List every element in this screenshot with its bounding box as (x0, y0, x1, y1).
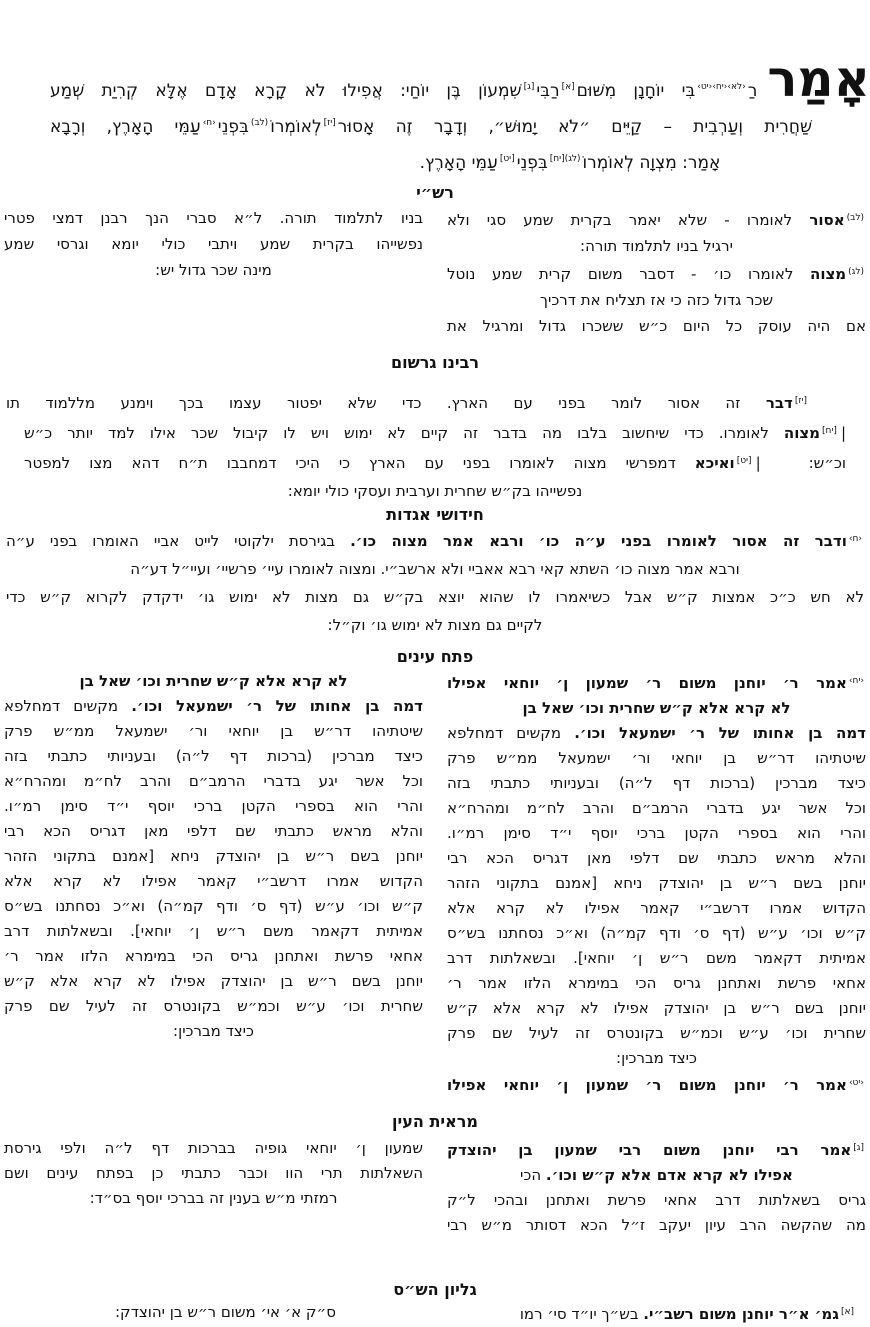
line-text: ירגיל בניו לתלמוד תורה: (580, 237, 733, 255)
rashi-heading: רש״י (416, 183, 454, 202)
gemara-text (0, 50, 870, 179)
line-text: מקשים דמחלפא (4, 697, 132, 715)
text-line (520, 1300, 856, 1327)
line-text: כיצד מברכין (ברכות דף ל״ה) ובעניותי כתבתי בזה (4, 747, 423, 765)
text-line (4, 1161, 423, 1186)
dibbur-hamatchil: אפילו לא קרא אדם אלא ק״ש וכו׳. (545, 1166, 793, 1184)
line-text: וכל אשר יגע בדברי הרמב״ם והרב לח״מ ומהרח״א (4, 772, 423, 790)
line-text: השאלתות תרי הוו וכבר כתבתי כן בפתח עינים ושם (4, 1164, 423, 1182)
gemara-segment: שַׁחֲרִית וְעַרְבִית – קַיֵּים ״לֹא יָמוּשׁ״, וְדָבָר זֶה אָסוּר (337, 117, 812, 137)
line-text: והרי הוא בספרי הקטן ברכי יוסף י״ד סימן רמ״ו. (4, 797, 423, 815)
gilyon-hashas-section (0, 1300, 870, 1327)
dibbur-hamatchil: ודבר זה אסור לאומרו בפני ע״ה כו׳ ורבא אמר מצוה כו׳. (350, 532, 847, 550)
dibbur-hamatchil: דמה בן אחותו של ר׳ ישמעאל וכו׳. (574, 724, 867, 742)
footnote-marker: [א] (840, 1307, 854, 1317)
dibbur-hamatchil: מצוה (783, 424, 821, 442)
line-text: ק״ש וכו׳ ע״ש (דף ס׳ ודף קמ״ה) וא״כ נסחתנו בש״ס (4, 897, 423, 915)
text-line (6, 477, 864, 505)
text-line (447, 669, 866, 696)
line-text: שיטתיהו דר״ש בן יוחאי ור׳ ישמעאל ממ״ש פרק (4, 722, 423, 740)
text-line (447, 259, 866, 287)
gemara-segment: בִּי יוֹחָנָן מִשּׁוּם (576, 81, 696, 101)
text-line (4, 794, 423, 819)
line-text: מינה שכר גדול יש: (155, 261, 272, 279)
line-text: יוחנן בשם ר״ש בן יהוצדק ניחא [אמנם בתקוני הזהר (447, 874, 866, 892)
pe-right-column (447, 669, 866, 1098)
line-text: זה אסור לומר בפני עם הארץ. כדי שלא יפטור עצמו בכך וימנע מללמוד תו (6, 394, 766, 412)
line-text: ס״ק א׳ אי׳ משום ר״ש בן יהוצדק: (115, 1303, 336, 1321)
rashi-right-column (447, 205, 866, 339)
text-line (6, 611, 864, 639)
text-line (447, 233, 866, 259)
line-text: שמעון ן׳ יוחאי גופיה בברכות דף ל״ה ולפי גירסת (4, 1139, 423, 1157)
text-line (447, 696, 866, 721)
footnote-marker: (לג)[יח] (549, 154, 581, 164)
dibbur-hamatchil: מצוה (810, 265, 847, 283)
text-line (4, 719, 423, 744)
footnote-marker: ‹ח› (202, 118, 216, 128)
agados-heading: חידושי אגדות (386, 505, 484, 524)
text-line (447, 1046, 866, 1071)
text-line (4, 1019, 423, 1044)
footnote-marker: ‹ח› (848, 534, 862, 544)
line-text: כיצד מברכין: (616, 1049, 697, 1067)
dibbur-hamatchil: ואיכא (694, 454, 735, 472)
separator-pipe: | (755, 454, 761, 472)
text-line (4, 205, 423, 231)
text-line (4, 994, 423, 1019)
line-text: נפשייהו בקרית שמע ויתבי כולי יומא וגרסי שמע (4, 235, 423, 253)
text-line (447, 1136, 866, 1163)
pe-left-column (4, 669, 423, 1098)
text-line (447, 796, 866, 821)
footnote-marker: [ג] (523, 82, 535, 92)
dibbur-hamatchil: דמה בן אחותו של ר׳ ישמעאל וכו׳. (131, 697, 424, 715)
footnote-marker: [יז] (323, 118, 336, 128)
rashi-section (0, 205, 870, 339)
line-text: דמפרשי מצוה לאומרו בפני עם הארץ כי היכי דמחבבו ת״ח דהא מצו למפטר (24, 454, 695, 472)
agados-section (0, 525, 870, 639)
gemara-segment: בִּפְנֵי (516, 153, 548, 173)
footnote-marker: [יז] (794, 396, 807, 406)
text-line (447, 1188, 866, 1213)
text-line (4, 669, 423, 694)
line-text: הקדוש אמרו דרשב״י קאמר אפילו לא קרא אלא (447, 899, 866, 917)
text-line (447, 1163, 866, 1188)
text-line (447, 821, 866, 846)
dibbur-hamatchil: אמר ר׳ יוחנן משום ר׳ שמעון ן׳ יוחאי אפילו (447, 1076, 847, 1094)
line-text: אמיתית דקאמר משם ר״ש ן׳ יוחאי]. ובשאלתות דרב (4, 922, 423, 940)
gemara-line (50, 50, 870, 108)
line-text: כיצד מברכין (ברכות דף ל״ה) ובעניותי כתבתי בזה (447, 774, 866, 792)
line-text: גריס בשאלתות דרב אחאי פרשת ואתחנן ובהכי ל״ק (447, 1191, 866, 1209)
separator-pipe: | (840, 424, 846, 442)
footnote-marker: (לב) (846, 213, 864, 223)
gilyon-hashas-heading: גליון הש״ס (393, 1280, 477, 1299)
line-text: אחאי פרשת ואתחנן גריס הכי במימרא הלזו אמר ר׳ (447, 974, 866, 992)
footnote-marker: (לב) (250, 118, 269, 128)
text-line (447, 771, 866, 796)
text-line (447, 1071, 866, 1098)
text-line (447, 1021, 866, 1046)
text-line (4, 819, 423, 844)
text-line (115, 1300, 336, 1327)
line-text: אמיתית דקאמר משם ר״ש ן׳ יוחאי]. ובשאלתות דרב (447, 949, 866, 967)
text-line (447, 746, 866, 771)
line-text: וכל אשר יגע בדברי הרמב״ם והרב לח״מ ומהרח״א (447, 799, 866, 817)
line-text: שחרית וכו׳ ע״ש וכמ״ש בקונטרס זה לעיל שם פרק (447, 1024, 866, 1042)
line-text: לא חש כ״כ אמצות ק״ש אבל כשיאמרו לו שהוא יוצא בק״ש גם מצות לא ימוש גו׳ ידקדק לקרוא ק״ש כדי (6, 588, 864, 606)
gemara-line-text (50, 71, 757, 107)
text-line (447, 971, 866, 996)
line-text: אם היה עוסק כל היום כ״ש ששכרו גדול ומרגיל את (447, 317, 866, 335)
footnote-marker: [ג] (853, 1143, 864, 1153)
text-line (4, 257, 423, 283)
line-text: שחרית וכו׳ ע״ש וכמ״ש בקונטרס זה לעיל שם פרק (4, 997, 423, 1015)
line-text: שכר גדול כזה כי אז תצליח את דרכיך (539, 291, 774, 309)
text-line (4, 969, 423, 994)
dibbur-hamatchil: אמר ר׳ יוחנן משום ר׳ שמעון ן׳ יוחאי אפילו (447, 674, 847, 692)
text-line (4, 694, 423, 719)
line-text: לאומרו. כדי שיחשוב בלבו מה בדבר זה קיים לא ימוש ויש לו קיבול שכר אילו למד יותר כ״ש (24, 424, 784, 442)
text-line (6, 447, 864, 477)
text-line (447, 721, 866, 746)
line-text: בניו לתלמוד תורה. ל״א סברי הנך רבנן דמצי פטרי (4, 209, 423, 227)
text-line (447, 287, 866, 313)
rashi-left-column (4, 205, 423, 339)
dibbur-hamatchil: גמ׳ א״ר יוחנן משום רשב״י. (643, 1305, 839, 1323)
text-line (6, 525, 864, 555)
line-text: הקדוש אמרו דרשב״י קאמר אפילו לא קרא אלא (4, 872, 423, 890)
line-text: בגירסת ילקוטי לייט אביי האומרו בפני ע״ה (6, 532, 351, 550)
gemara-segment: בִּפְנֵי (217, 117, 249, 137)
line-text: יוחנן בשם ר״ש בן יהוצדק ניחא [אמנם בתקוני הזהר (4, 847, 423, 865)
initial-word: אָמַר (767, 50, 870, 108)
line-text: מקשים דמחלפא (447, 724, 575, 742)
dibbur-hamatchil: אסור (809, 211, 845, 229)
maris-haayin-section (0, 1136, 870, 1238)
footnote-marker: [יח] (822, 426, 837, 436)
gershom-section (0, 387, 870, 505)
gemara-segment: רַבִּי (536, 81, 560, 101)
text-line (4, 894, 423, 919)
maris-right-column (447, 1136, 866, 1238)
gemara-segment: עַמֵּי הָאָרֶץ. (419, 153, 498, 173)
text-line (4, 1186, 423, 1211)
line-text: רמזתי מ״ש בענין זה בברכי יוסף בס״ד: (89, 1189, 338, 1207)
text-line (4, 1136, 423, 1161)
line-text: לאומרו - שלא יאמר בקרית שמע סגי ולא (447, 211, 810, 229)
text-line (4, 769, 423, 794)
text-line (6, 417, 864, 447)
line-text: והלא מראש כתבתי שם דלפי מאן דגריס הכא רבי (4, 822, 423, 840)
line-text: שיטתיהו דר״ש בן יוחאי ור׳ ישמעאל ממ״ש פרק (447, 749, 866, 767)
text-line (447, 205, 866, 233)
text-line (4, 744, 423, 769)
text-line (6, 583, 864, 611)
line-text: בש״ך יו״ד סי׳ רמו (519, 1305, 644, 1323)
gemara-segment: לְאוֹמְרוֹ (270, 117, 322, 137)
gershom-heading: רבינו גרשום (391, 353, 479, 372)
footnote-marker: ‹יח› (848, 676, 864, 686)
pesach-einayim-section (0, 669, 870, 1098)
line-text: לאומרו כו׳ - דסבר משום קרית שמע נוטל (447, 265, 811, 283)
line-text: יוחנן בשם ר״ש בן יהוצדק אפילו לא קרא אלא ק״ש (447, 999, 866, 1017)
gemara-segment: עַמֵּי הָאָרֶץ, וְרָבָא (50, 117, 201, 137)
text-line (447, 846, 866, 871)
line-text: ורבא אמר מצוה כו׳ השתא קאי רבא אאביי ולא ארשב״י. ומצוה לאומרו עיי׳ פרשיי׳ ועיי״ל דע״ה (130, 560, 740, 578)
text-line (6, 387, 864, 417)
line-text: והלא מראש כתבתי שם דלפי מאן דגריס הכא רבי (447, 849, 866, 867)
word-part: רַ (747, 81, 758, 101)
line-text: הכי (520, 1166, 546, 1184)
text-line (4, 231, 423, 257)
footnote-marker: ‹יט› (848, 1078, 864, 1088)
text-line (447, 1213, 866, 1238)
footnote-marker: [יט] (499, 154, 515, 164)
dibbur-hamatchil: לא קרא אלא ק״ש שחרית וכו׳ שאל בן (79, 672, 348, 690)
text-line (4, 919, 423, 944)
text-line (6, 555, 864, 583)
gemara-segment: שִׁמְעוֹן בֶּן יוֹחַי: אֲפִילוּ לֹא קָרָא אָדָם אֶלָּא קְרִיַת שְׁמַע (50, 81, 522, 101)
maris-left-column (4, 1136, 423, 1238)
dibbur-hamatchil: אמר רבי יוחנן משום רבי שמעון בן יהוצדק (447, 1141, 852, 1159)
line-text: יוחנן בשם ר״ש בן יהוצדק אפילו לא קרא אלא ק״ש (4, 972, 423, 990)
text-line (4, 944, 423, 969)
gemara-segment: אָמַר: מִצְוָה לְאוֹמְרוֹ (582, 153, 721, 173)
text-line (447, 996, 866, 1021)
line-text: כיצד מברכין: (173, 1022, 254, 1040)
line-text: נפשייהו בק״ש שחרית וערבית ועסקי כולי יומא: (287, 482, 583, 500)
text-line (447, 313, 866, 339)
footnote-marker: [יט] (736, 456, 752, 466)
text-line (447, 896, 866, 921)
pesach-einayim-heading: פתח עינים (396, 647, 474, 666)
text-line (447, 946, 866, 971)
footnote-marker: (לג) (848, 267, 864, 277)
line-text: לקיים גם מצות לא ימוש גו׳ וק״ל: (327, 616, 543, 634)
line-lead: וכ״ש: (808, 454, 846, 472)
dibbur-hamatchil: לא קרא אלא ק״ש שחרית וכו׳ שאל בן (522, 699, 791, 717)
line-text: אחאי פרשת ואתחנן גריס הכי במימרא הלזו אמר ר׳ (4, 947, 423, 965)
footnote-marker: [א] (561, 82, 575, 92)
gemara-line (50, 107, 870, 143)
dibbur-hamatchil: דבר (765, 394, 793, 412)
line-text: מה שהקשה הרב עיון יעקב ז״ל הכא דסותר מ״ש רבי (447, 1216, 866, 1234)
text-line (447, 921, 866, 946)
footnote-marker: ‹לא›‹יח›‹יט› (697, 82, 746, 92)
text-line (4, 844, 423, 869)
line-text: והרי הוא בספרי הקטן ברכי יוסף י״ד סימן רמ״ו. (447, 824, 866, 842)
maris-haayin-heading: מראית העין (392, 1112, 478, 1131)
line-text: ק״ש וכו׳ ע״ש (דף ס׳ ודף קמ״ה) וא״כ נסחתנו בש״ס (447, 924, 866, 942)
text-line (4, 869, 423, 894)
gemara-line (50, 143, 870, 179)
text-line (447, 871, 866, 896)
